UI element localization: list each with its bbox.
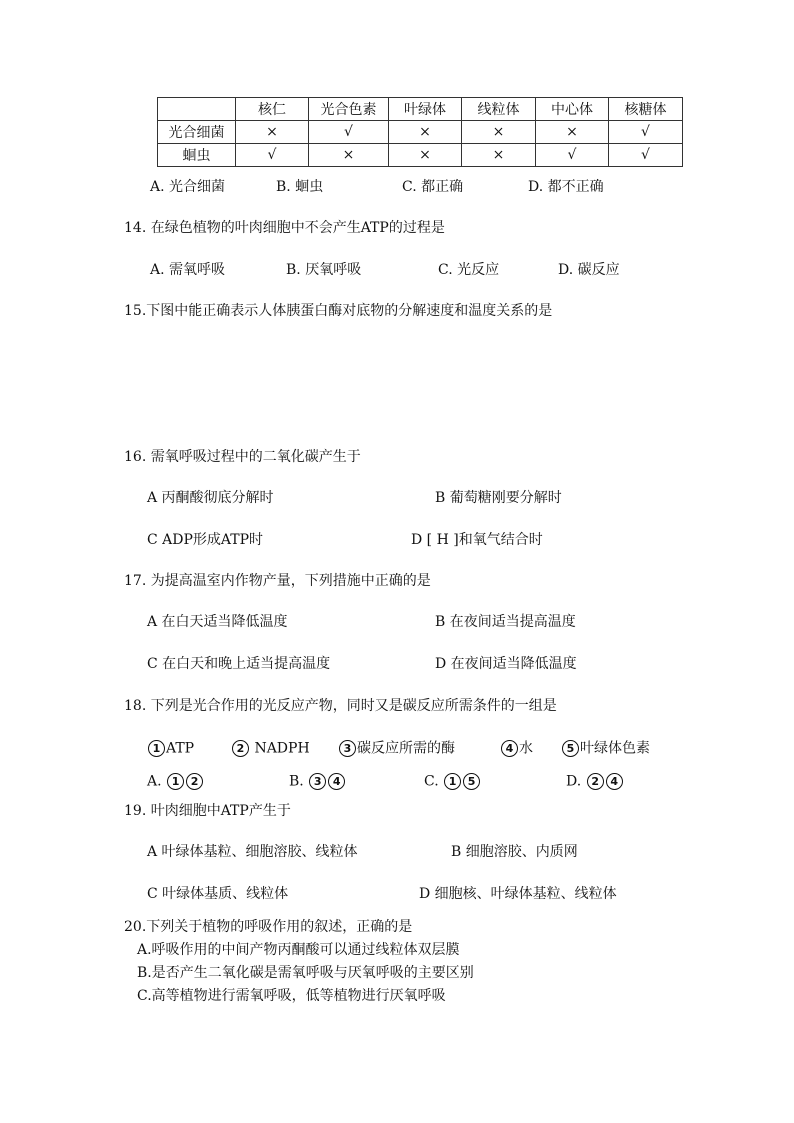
table-header-cell: 核糖体 bbox=[609, 98, 683, 121]
q14-option-c: C. 光反应 bbox=[438, 262, 500, 278]
q17-stem: 17. 为提高温室内作物产量，下列措施中正确的是 bbox=[124, 573, 431, 589]
table-header-cell: 核仁 bbox=[236, 98, 309, 121]
q19-option-b: B 细胞溶胶、内质网 bbox=[451, 844, 578, 860]
q19-stem: 19. 叶肉细胞中ATP产生于 bbox=[124, 803, 291, 819]
table-row bbox=[158, 144, 683, 167]
organelle-comparison-table bbox=[157, 97, 683, 167]
q18-option-a bbox=[147, 773, 204, 790]
table-cell: √ bbox=[609, 121, 683, 144]
circled-number: 4 bbox=[606, 773, 623, 790]
q19-option-a: A 叶绿体基粒、细胞溶胶、线粒体 bbox=[147, 844, 358, 860]
q18-item-text: 碳反应所需的酶 bbox=[357, 740, 455, 757]
circled-number: 3 bbox=[309, 773, 326, 790]
table-cell: × bbox=[389, 144, 462, 167]
q18-item-3 bbox=[338, 740, 455, 757]
q15-stem: 15.下图中能正确表示人体胰蛋白酶对底物的分解速度和温度关系的是 bbox=[124, 303, 553, 319]
q18-item-2 bbox=[231, 740, 310, 757]
option-label: A. bbox=[147, 773, 162, 790]
q16-option-c: C ADP形成ATP时 bbox=[147, 532, 264, 548]
table-cell: × bbox=[536, 121, 609, 144]
q16-option-b: B 葡萄糖刚要分解时 bbox=[435, 490, 562, 506]
q16-stem: 16. 需氧呼吸过程中的二氧化碳产生于 bbox=[124, 449, 361, 465]
circled-number: 4 bbox=[501, 740, 518, 757]
circled-number: 5 bbox=[463, 773, 480, 790]
q18-item-text: NADPH bbox=[250, 740, 310, 757]
q18-option-d bbox=[566, 773, 624, 790]
circled-number: 1 bbox=[167, 773, 184, 790]
table-row-label: 光合细菌 bbox=[158, 121, 236, 144]
table-header-cell bbox=[158, 98, 236, 121]
q17-option-b: B 在夜间适当提高温度 bbox=[435, 614, 576, 630]
table-header-cell: 叶绿体 bbox=[389, 98, 462, 121]
table-header-cell: 线粒体 bbox=[462, 98, 536, 121]
q14-option-a: A. 需氧呼吸 bbox=[150, 262, 226, 278]
q17-option-c: C 在白天和晚上适当提高温度 bbox=[147, 656, 331, 672]
table-cell: × bbox=[389, 121, 462, 144]
circled-number: 5 bbox=[562, 740, 579, 757]
q20-stem: 20.下列关于植物的呼吸作用的叙述，正确的是 bbox=[124, 919, 413, 935]
q18-item-1 bbox=[147, 740, 194, 757]
circled-number: 2 bbox=[587, 773, 604, 790]
circled-number: 1 bbox=[148, 740, 165, 757]
table-row-label: 蛔虫 bbox=[158, 144, 236, 167]
circled-number: 4 bbox=[328, 773, 345, 790]
q18-option-c bbox=[424, 773, 481, 790]
q16-option-a: A 丙酮酸彻底分解时 bbox=[147, 490, 274, 506]
table-cell: √ bbox=[236, 144, 309, 167]
q18-item-text: ATP bbox=[166, 740, 195, 757]
q18-stem: 18. 下列是光合作用的光反应产物，同时又是碳反应所需条件的一组是 bbox=[124, 698, 557, 714]
q18-item-4 bbox=[500, 740, 533, 757]
circled-number: 2 bbox=[186, 773, 203, 790]
table-cell: √ bbox=[309, 121, 389, 144]
table-row bbox=[158, 121, 683, 144]
q17-option-d: D 在夜间适当降低温度 bbox=[435, 656, 577, 672]
table-cell: √ bbox=[536, 144, 609, 167]
q13-option-d: D. 都不正确 bbox=[528, 179, 604, 195]
circled-number: 1 bbox=[444, 773, 461, 790]
circled-number: 2 bbox=[232, 740, 249, 757]
table-cell: × bbox=[462, 144, 536, 167]
table-header-cell: 光合色素 bbox=[309, 98, 389, 121]
q20-option-c: C.高等植物进行需氧呼吸，低等植物进行厌氧呼吸 bbox=[137, 988, 446, 1004]
table-cell: × bbox=[309, 144, 389, 167]
option-label: C. bbox=[424, 773, 439, 790]
table-header-row bbox=[158, 98, 683, 121]
q14-stem: 14. 在绿色植物的叶肉细胞中不会产生ATP的过程是 bbox=[124, 220, 445, 236]
table-header-cell: 中心体 bbox=[536, 98, 609, 121]
q13-option-b: B. 蛔虫 bbox=[276, 179, 324, 195]
q14-option-d: D. 碳反应 bbox=[558, 262, 620, 278]
q17-option-a: A 在白天适当降低温度 bbox=[147, 614, 288, 630]
q18-item-text: 叶绿体色素 bbox=[580, 740, 650, 757]
q14-option-b: B. 厌氧呼吸 bbox=[286, 262, 362, 278]
q19-option-c: C 叶绿体基质、线粒体 bbox=[147, 886, 289, 902]
q13-option-a: A. 光合细菌 bbox=[150, 179, 226, 195]
q18-item-5 bbox=[561, 740, 650, 757]
table-cell: × bbox=[462, 121, 536, 144]
option-label: B. bbox=[289, 773, 304, 790]
q20-option-b: B.是否产生二氧化碳是需氧呼吸与厌氧呼吸的主要区别 bbox=[137, 965, 474, 981]
q18-option-b bbox=[289, 773, 346, 790]
table-cell: × bbox=[236, 121, 309, 144]
q18-item-text: 水 bbox=[519, 740, 533, 757]
q19-option-d: D 细胞核、叶绿体基粒、线粒体 bbox=[419, 886, 617, 902]
q13-option-c: C. 都正确 bbox=[402, 179, 464, 195]
q20-option-a: A.呼吸作用的中间产物丙酮酸可以通过线粒体双层膜 bbox=[137, 942, 460, 958]
circled-number: 3 bbox=[339, 740, 356, 757]
option-label: D. bbox=[566, 773, 582, 790]
q16-option-d: D [ H ]和氧气结合时 bbox=[411, 532, 543, 548]
table-cell: √ bbox=[609, 144, 683, 167]
